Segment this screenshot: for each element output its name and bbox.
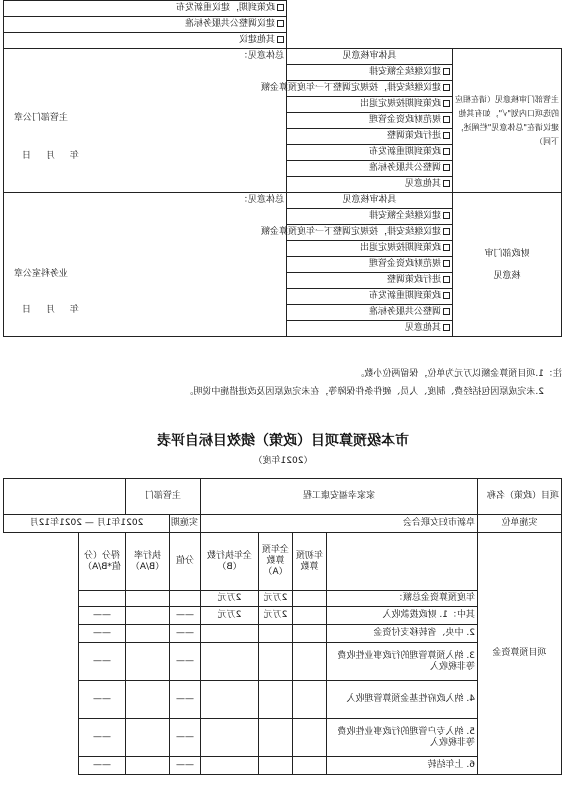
checkbox-icon[interactable]: [277, 36, 284, 43]
unit-value: 阜新市妇女联合会: [200, 515, 477, 533]
checkbox-icon[interactable]: [443, 212, 450, 219]
checkbox-icon[interactable]: [443, 244, 450, 251]
dept-value: [3, 479, 125, 515]
funds-label: 项目预算资金: [478, 533, 562, 775]
dept-seal-cell: 总体意见： 主管部门公章 年 月 日: [3, 49, 286, 193]
table-row: 其中：1. 财政拨款收入 2万元 2万元 —— ——: [3, 607, 561, 625]
checkbox-icon[interactable]: [443, 292, 450, 299]
option-row: 其他建议: [3, 33, 286, 49]
period-value: 2021年1月 — 2021年12月: [3, 515, 169, 533]
checkbox-icon[interactable]: [443, 180, 450, 187]
eval-table-year: （2021年度）: [253, 456, 313, 466]
project-name: 家家幸福安康工程: [200, 479, 477, 515]
specific-opinion-header: 具体审核意见: [287, 193, 453, 209]
specific-opinion-header: 具体审核意见: [287, 49, 453, 65]
table-row: 4. 纳入政府性基金预算管理收入 —— ——: [3, 681, 561, 719]
option-row: 政策到期，建议重新发布: [3, 1, 286, 17]
unit-label: 实施单位: [478, 515, 562, 533]
table-row: 2. 中央、省转移支付资金 —— ——: [3, 625, 561, 643]
checkbox-icon[interactable]: [443, 132, 450, 139]
period-label: 实施期: [169, 515, 200, 533]
checkbox-icon[interactable]: [443, 84, 450, 91]
finance-seal-cell: 总体意见： 业务科室公章 年 月 日: [3, 193, 286, 337]
table-row: 3. 纳入预算管理的行政事业性收费等非税收入 —— ——: [3, 643, 561, 681]
checkbox-icon[interactable]: [443, 164, 450, 171]
checkbox-icon[interactable]: [443, 148, 450, 155]
eval-table-title: 市本级预算项目（政策）绩效目标自评表: [157, 433, 409, 449]
table-row: 5. 纳入专户管理的行政事业性收费等非税收入 —— ——: [3, 719, 561, 757]
checkbox-icon[interactable]: [443, 68, 450, 75]
finance-review-side-note: 财政部门审核意见: [453, 193, 562, 337]
checkbox-icon[interactable]: [443, 228, 450, 235]
checkbox-icon[interactable]: [277, 20, 284, 27]
project-name-label: 项目（政策）名称: [478, 479, 562, 515]
table-row: 6. 上年结转 —— ——: [3, 757, 561, 775]
dept-label: 主管部门: [125, 479, 200, 515]
checkbox-icon[interactable]: [443, 276, 450, 283]
checkbox-icon[interactable]: [443, 308, 450, 315]
note-line-2: 2.未完成原因包括经费、制度、人员、硬件条件保障等，在未完成原因及改进措施中说明。: [184, 387, 544, 397]
table-row: 年度预算资金总额： 2万元 2万元: [3, 591, 561, 607]
review-table: 政策到期，建议重新发布 建议调整公共服务标准 其他建议 主管部门审核意见（请在相应的选项口内划"√"，如有其他建议请在"总体意见"栏阐述，下同） 具体审核意见 总体意见： 主管部门公章 年 月 日 建议继续全额安排 建议继续安排，按规定调整下一年度预算金额 政策到期按规定退出 规范财政资金管理 进行政策调整 政策到期重新发布 调整公共服务标准 其他意见 财政部门审核意见 具体审核意见 总体意见： 业务科室公章 年 月 日 建议继续全额安排 建议继续安排，按规定调整下一年度预算金额 政策到期按规定退出 规范财政资金管理 进行政策调整 政策到期重新发布 调整公共服务标准 其他意见: [3, 0, 562, 337]
checkbox-icon[interactable]: [277, 4, 284, 11]
checkbox-icon[interactable]: [443, 116, 450, 123]
checkbox-icon[interactable]: [443, 260, 450, 267]
dept-review-side-note: 主管部门审核意见（请在相应的选项口内划"√"，如有其他建议请在"总体意见"栏阐述，下同）: [453, 49, 562, 193]
note-line-1: 注：1.项目预算金额以万元为单位，保留两位小数。: [355, 369, 562, 379]
evaluation-table: 项目（政策）名称 家家幸福安康工程 主管部门 实施单位 阜新市妇女联合会 实施期 2021年1月 — 2021年12月 项目预算资金 年初预算数 全年预算数（A） 全年执行数（B） 分值 执行率（B/A） 得分（分值*B/A） 年度预算资金总额： 2万元 2万元 其中：1. 财政拨款收入 2万元 2万元 —— —— 2. 中央、省转移支付资金 —— —— 3. 纳入预算管理的行政事业性收费等非税收入 —— —— 4. 纳入政府性基金预算管理收入 —— —— 5. 纳入专户管理的行政事业性收费等非税收入 —— —— 6. 上年结转 —— ——: [3, 478, 562, 775]
option-row: 建议调整公共服务标准: [3, 17, 286, 33]
checkbox-icon[interactable]: [443, 324, 450, 331]
checkbox-icon[interactable]: [443, 100, 450, 107]
